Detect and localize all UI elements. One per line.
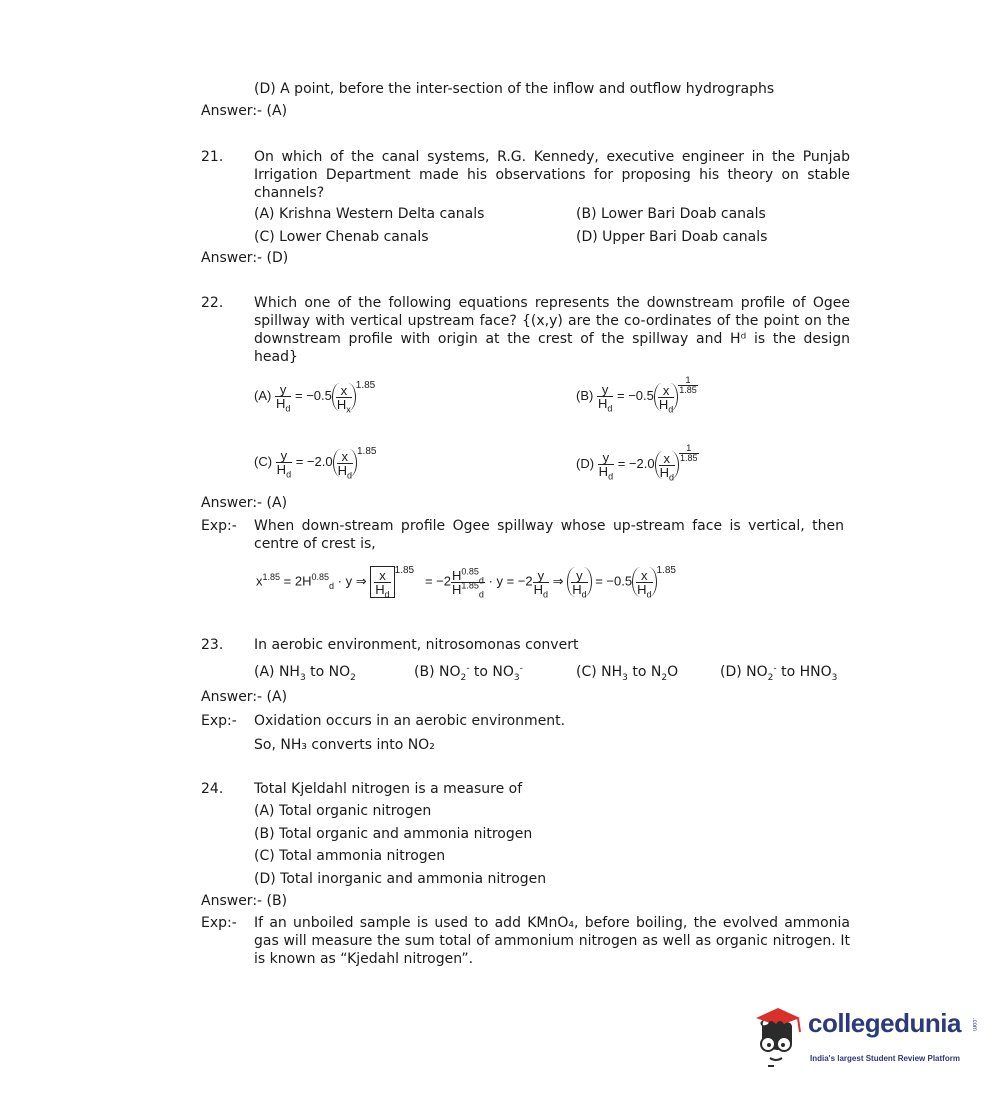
deriv-eq2b: · y = −2: [488, 573, 533, 589]
deriv-eq1: = 2H: [283, 573, 312, 589]
deriv-eq2: = −2: [424, 573, 451, 589]
q24-answer: Answer:- (B): [201, 893, 288, 909]
q23-c-mid: to N: [627, 664, 662, 680]
q24-question: Total Kjeldahl nitrogen is a measure of: [254, 781, 523, 797]
q22-question: Which one of the following equations represents the downstream profile of Ogee spillway with vertical upstream face? {(x,y) are the co-ordinates of the point on the downstream profile with origin at the crest of the spillway and Hᵈ is the design head}: [254, 295, 850, 365]
q23-c-sub2: 2: [661, 672, 668, 683]
q24-exp-label: Exp:-: [201, 915, 237, 931]
q21-option-b: (B) Lower Bari Doab canals: [576, 206, 766, 222]
q23-a-sub: 3: [299, 672, 306, 683]
q21-answer: Answer:- (D): [201, 250, 289, 266]
q23-b-sup: -: [466, 663, 470, 674]
q23-d-text: (D) NO: [720, 664, 768, 680]
q23-option-c: [576, 663, 678, 681]
deriv-exp1: 1.85: [262, 572, 281, 583]
q23-b-text: (B) NO: [414, 664, 461, 680]
q21-option-a: (A) Krishna Western Delta canals: [254, 206, 485, 222]
q21-option-d: (D) Upper Bari Doab canals: [576, 229, 768, 245]
deriv-arrow: ⇒: [552, 573, 564, 589]
brand-com: .com: [971, 1018, 977, 1032]
deriv-eq1b: · y ⇒: [337, 573, 367, 589]
q22-option-c-exponent: 1.85: [356, 446, 377, 457]
deriv-p085: 0.85: [311, 572, 330, 583]
q22-explanation: When down-stream profile Ogee spillway whose up-stream face is vertical, then centre of crest is,: [254, 518, 844, 552]
q23-exp-line1: Oxidation occurs in an aerobic environment.: [254, 713, 566, 729]
q23-c-end: O: [667, 664, 679, 680]
brand-name: collegedunia: [808, 1008, 961, 1038]
q24-number: 24.: [201, 781, 224, 797]
deriv-x: x: [256, 573, 263, 589]
q22-number: 22.: [201, 295, 224, 311]
collegedunia-logo: [748, 1004, 978, 1076]
q22-option-b-equation: (B) $\frac{y}{H_d}$ = −0.5 $\frac{x}{H_d}$ $\frac{1}{1.85}$: [576, 374, 697, 415]
q23-a-text: (A) NH: [254, 664, 300, 680]
deriv-den-exp: 1.85: [461, 580, 479, 591]
brand-tagline: India's largest Student Review Platform: [810, 1054, 960, 1063]
q23-d-sub3: 3: [831, 672, 838, 683]
q23-c-text: (C) NH: [576, 664, 623, 680]
q22-option-a-equation: (A) $\frac{y}{H_d}$ = −0.5 $\frac{x}{H_x}$ 1.85: [254, 382, 375, 411]
deriv-exp2: 1.85: [394, 565, 415, 576]
q23-a-sub2: 2: [350, 672, 356, 683]
q24-option-c: (C) Total ammonia nitrogen: [254, 848, 446, 864]
q23-option-a: [254, 663, 356, 681]
q23-question: In aerobic environment, nitrosomonas convert: [254, 637, 579, 653]
q23-option-b: [414, 663, 523, 681]
q23-b-sub3: 3: [513, 672, 520, 683]
deriv-num-exp: 0.85: [461, 566, 479, 577]
q24-option-d: (D) Total inorganic and ammonia nitrogen: [254, 871, 547, 887]
q22-option-d-exp-num: 1: [679, 444, 699, 454]
q23-b-mid: to NO: [469, 664, 514, 680]
q22-derivation: $x^{1.85} = 2H^{0.85}_d \cdot y$ ⇒ $\frac{x}{H_d}$ 1.85 = −2 $\frac{H^{0.85}_d}{H^{1.85}_d}$ · y = −2 $\frac{y}{H_d}$ ⇒ $\frac{y}{H_d}$ = −0.5 $\frac{x}{H_d}$ 1.85: [256, 566, 676, 598]
q23-b-sub: 2: [460, 672, 467, 683]
q21-number: 21.: [201, 149, 224, 165]
q22-answer: Answer:- (A): [201, 495, 288, 511]
q22-option-d-exp-den: 1.85: [679, 452, 698, 463]
q23-option-d: [720, 663, 837, 681]
q20-option-d: (D) A point, before the inter-section of the inflow and outflow hydrographs: [254, 81, 775, 97]
deriv-eq3: = −0.5: [595, 573, 633, 589]
q22-option-d-equation: (D) $\frac{y}{H_d}$ = −2.0 $\frac{x}{H_d}$ $\frac{1}{1.85}$: [576, 442, 698, 483]
q22-option-d-label: (D): [576, 456, 595, 471]
q22-option-b-exp-den: 1.85: [679, 384, 697, 395]
deriv-exp3: 1.85: [656, 565, 676, 576]
q20-answer: Answer:- (A): [201, 103, 288, 119]
q22-option-b-coef: = −0.5: [617, 388, 654, 403]
q21-question: On which of the canal systems, R.G. Kennedy, executive engineer in the Punjab Irrigation Department made his observations for proposing his theory on stable channels?: [254, 149, 850, 201]
q22-option-a-label: (A): [254, 388, 272, 403]
q22-option-c-equation: (C) $\frac{y}{H_d}$ = −2.0 $\frac{x}{H_d}$ 1.85: [254, 448, 376, 477]
q23-a-mid: to NO: [305, 664, 351, 680]
q22-option-c-coef: = −2.0: [295, 454, 333, 469]
q22-option-c-label: (C): [254, 454, 273, 469]
q24-option-a: (A) Total organic nitrogen: [254, 803, 432, 819]
q23-c-sub: 3: [622, 672, 628, 683]
q22-option-b-label: (B): [576, 388, 594, 403]
q23-exp-label: Exp:-: [201, 713, 237, 729]
mascot-icon: [748, 1004, 806, 1070]
q23-number: 23.: [201, 637, 224, 653]
q23-exp-line2: So, NH₃ converts into NO₂: [254, 737, 435, 753]
q23-b-sup2: -: [519, 663, 523, 674]
q23-answer: Answer:- (A): [201, 689, 288, 705]
q24-explanation: If an unboiled sample is used to add KMnO₄, before boiling, the evolved ammonia gas will measure the sum total of ammonium nitrogen as well as organic nitrogen. It is known as “Kjedahl nitrogen”.: [254, 915, 850, 967]
q22-option-a-coef: = −0.5: [295, 388, 332, 403]
q22-option-a-exponent: 1.85: [355, 380, 376, 391]
q23-d-sup: -: [773, 663, 777, 674]
q23-d-sub: 2: [767, 672, 774, 683]
q21-option-c: (C) Lower Chenab canals: [254, 229, 429, 245]
q22-exp-label: Exp:-: [201, 518, 237, 534]
q22-option-b-exp-num: 1: [678, 376, 698, 386]
q24-option-b: (B) Total organic and ammonia nitrogen: [254, 826, 533, 842]
q22-option-d-coef: = −2.0: [617, 456, 655, 471]
q23-d-mid: to HNO: [776, 664, 832, 680]
